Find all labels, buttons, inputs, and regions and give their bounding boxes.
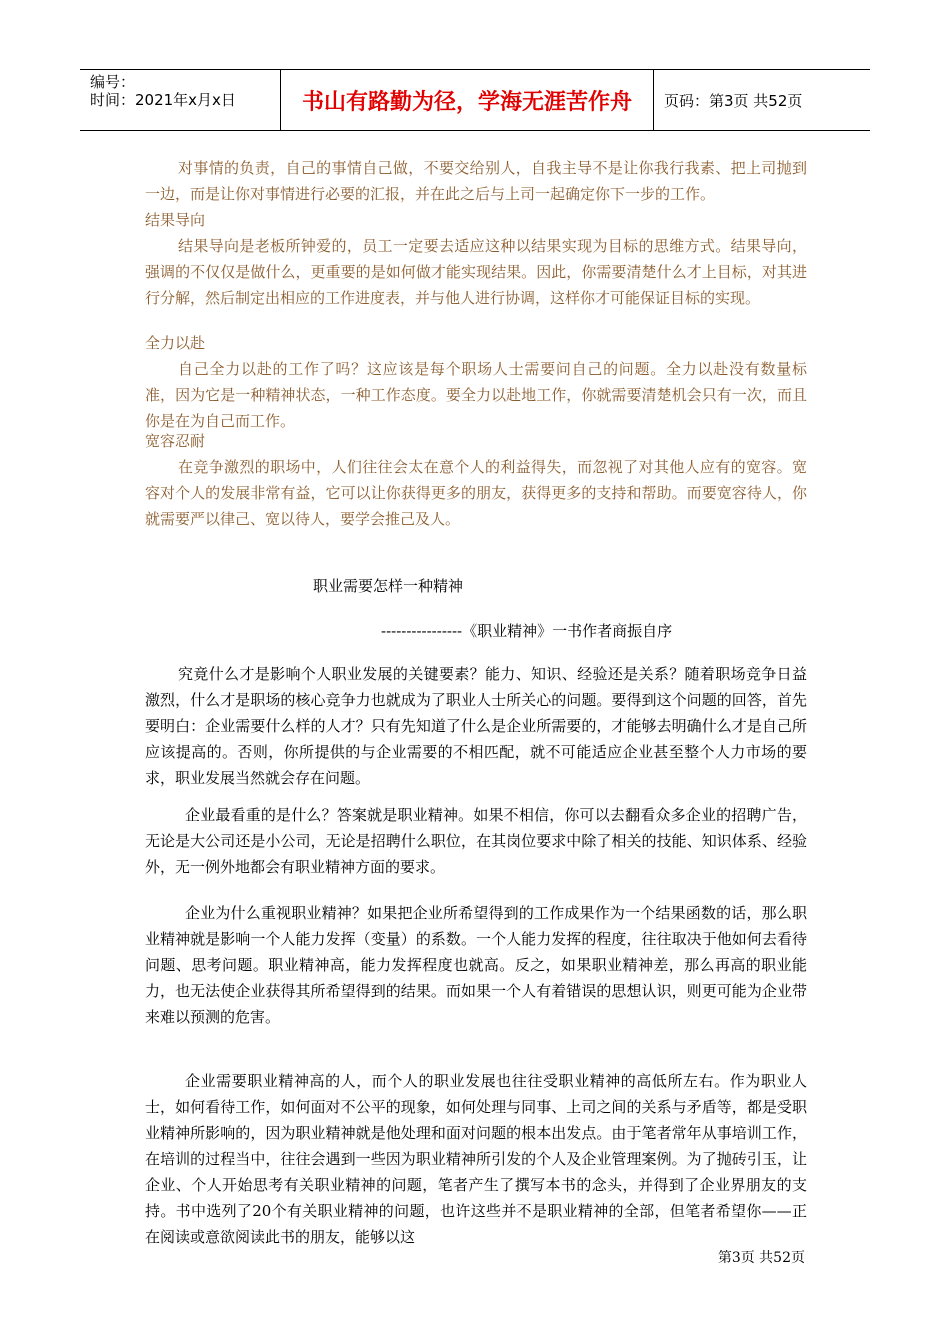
paragraph-all-out: 自己全力以赴的工作了吗？这应该是每个职场人士需要问自己的问题。全力以赴没有数量标准，因为它是一种精神状态，一种工作态度。要全力以赴地工作，你就需要清楚机会只有一次，而且你是在为自己而工作。 [145,360,807,430]
paragraph-result-oriented: 结果导向是老板所钟爱的，员工一定要去适应这种以结果实现为目标的思维方式。结果导向，强调的不仅仅是做什么，更重要的是如何做才能实现结果。因此，你需要清楚什么才上目标，对其进行分解，然后制定出相应的工作进度表，并与他人进行协调，这样你才可能保证目标的实现。 [145,237,807,307]
section-heading-all-out: 全力以赴 [145,334,206,352]
article-paragraph-2: 企业最看重的是什么？答案就是职业精神。如果不相信，你可以去翻看众多企业的招聘广告，无论是大公司还是小公司，无论是招聘什么职位，在其岗位要求中除了相关的技能、知识体系、经验外，无一例外地都会有职业精神方面的要求。 [145,806,807,876]
article-byline: ----------------《职业精神》一书作者商振自序 [381,622,673,640]
page-header [80,69,870,131]
article-paragraph-4: 企业需要职业精神高的人，而个人的职业发展也往往受职业精神的高低所左右。作为职业人士，如何看待工作，如何面对不公平的现象，如何处理与同事、上司之间的关系与矛盾等，都是受职业精神所影响的，因为职业精神就是他处理和面对问题的根本出发点。由于笔者常年从事培训工作，在培训的过程当中，往往会遇到一些因为职业精神所引发的个人及企业管理案例。为了抛砖引玉，让企业、个人开始思考有关职业精神的问题，笔者产生了撰写本书的念头，并得到了企业界朋友的支持。书中选列了20个有关职业精神的问题，也许这些并不是职业精神的全部，但笔者希望你——正在阅读或意欲阅读此书的朋友，能够以这 [145,1072,807,1246]
document-number-label: 编号： [90,73,136,91]
article-paragraph-1: 究竟什么才是影响个人职业发展的关键要素？能力、知识、经验还是关系？随着职场竞争日益激烈，什么才是职场的核心竞争力也就成为了职业人士所关心的问题。要得到这个问题的回答，首先要明白：企业需要什么样的人才？只有先知道了什么是企业所需要的，才能够去明确什么才是自己所应该提高的。否则，你所提供的与企业需要的不相匹配，就不可能适应企业甚至整个人力市场的要求，职业发展当然就会存在问题。 [145,665,807,787]
paragraph-tolerance: 在竞争激烈的职场中，人们往往会太在意个人的利益得失，而忽视了对其他人应有的宽容。宽容对个人的发展非常有益，它可以让你获得更多的朋友，获得更多的支持和帮助。而要宽容待人，你就需要严以律己、宽以待人，要学会推己及人。 [145,458,807,528]
document-date: 时间：2021年x月x日 [90,91,236,109]
paragraph-responsibility: 对事情的负责，自己的事情自己做，不要交给别人，自我主导不是让你我行我素、把上司抛到一边，而是让你对事情进行必要的汇报，并在此之后与上司一起确定你下一步的工作。 [145,159,807,203]
header-motto: 书山有路勤为径，学海无涯苦作舟 [281,70,654,130]
header-meta [80,70,281,130]
header-page-info: 页码：第3页 共52页 [664,91,803,110]
section-heading-result-oriented: 结果导向 [145,211,206,229]
article-paragraph-3: 企业为什么重视职业精神？如果把企业所希望得到的工作成果作为一个结果函数的话，那么职业精神就是影响一个人能力发挥（变量）的系数。一个人能力发挥的程度，往往取决于他如何去看待问题、思考问题。职业精神高，能力发挥程度也就高。反之，如果职业精神差，那么再高的职业能力，也无法使企业获得其所希望得到的结果。而如果一个人有着错误的思想认识，则更可能为企业带来难以预测的危害。 [145,904,807,1026]
page-footer: 第3页 共52页 [717,1250,805,1266]
article-title: 职业需要怎样一种精神 [313,577,464,595]
section-heading-tolerance: 宽容忍耐 [145,432,206,450]
